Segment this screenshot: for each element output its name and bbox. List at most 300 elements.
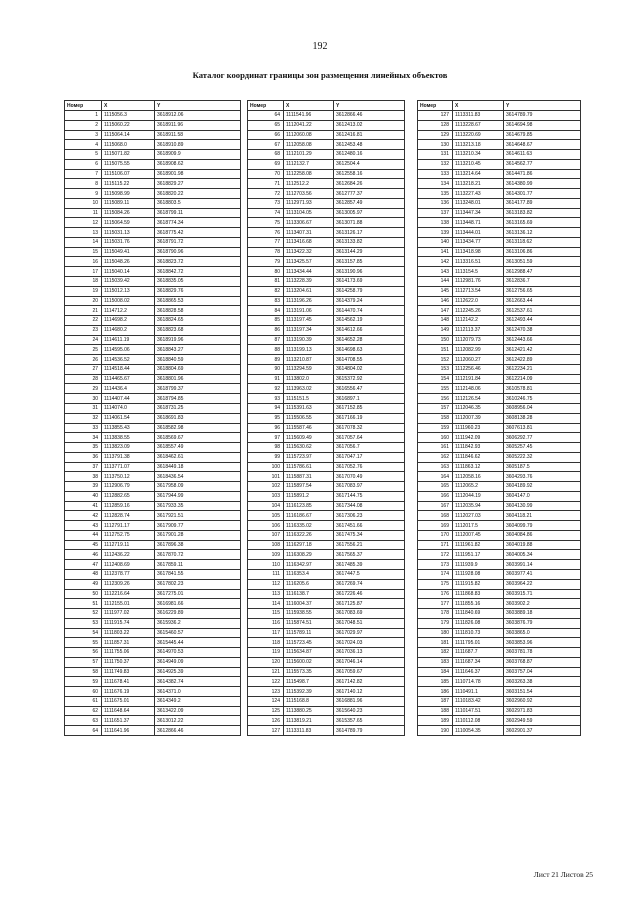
table-row	[418, 228, 581, 238]
table-row	[418, 638, 581, 648]
point-number-cell: 33	[65, 423, 102, 433]
table-row	[248, 208, 405, 218]
table-row	[65, 198, 241, 208]
table-row	[418, 345, 581, 355]
y-coordinate-cell: 3617306.23	[334, 511, 405, 521]
point-number-cell: 31	[65, 403, 102, 413]
x-coordinate-cell: 1115723.97	[284, 452, 334, 462]
point-number-cell: 37	[65, 462, 102, 472]
y-coordinate-cell: 3612493.44	[504, 316, 581, 326]
x-coordinate-cell: 1113190.39	[284, 335, 334, 345]
x-coordinate-cell: 1111676.19	[102, 687, 155, 697]
table-row	[248, 423, 405, 433]
x-coordinate-cell: 1115634.87	[284, 648, 334, 658]
table-row	[65, 521, 241, 531]
table-row	[65, 306, 241, 316]
x-coordinate-cell: 1115064.59	[102, 218, 155, 228]
y-coordinate-cell: 3617083.69	[334, 609, 405, 619]
point-number-cell: 103	[248, 491, 284, 501]
point-number-cell: 187	[418, 696, 453, 706]
point-number-cell: 153	[418, 364, 453, 374]
x-coordinate-cell: 1111826.08	[453, 618, 504, 628]
table-row	[248, 335, 405, 345]
table-row	[418, 384, 581, 394]
point-number-cell: 61	[65, 696, 102, 706]
table-row	[65, 257, 241, 267]
y-coordinate-cell: 3612684.26	[334, 179, 405, 189]
table-row	[65, 374, 241, 384]
x-coordinate-cell: 1112041.22	[284, 120, 334, 130]
table-row	[418, 433, 581, 443]
point-number-cell: 70	[248, 169, 284, 179]
table-row	[65, 120, 241, 130]
point-number-cell: 108	[248, 540, 284, 550]
table-row	[65, 394, 241, 404]
y-coordinate-cell: 3617048.51	[334, 618, 405, 628]
y-coordinate-cell: 3603865.0	[504, 628, 581, 638]
y-coordinate-cell: 3617047.17	[334, 452, 405, 462]
x-coordinate-cell: 1113228.39	[284, 277, 334, 287]
x-coordinate-cell: 1111750.37	[102, 657, 155, 667]
table-row	[65, 384, 241, 394]
x-coordinate-cell: 1112713.54	[453, 286, 504, 296]
x-coordinate-cell: 1115048.26	[102, 257, 155, 267]
y-coordinate-cell: 3612558.16	[334, 169, 405, 179]
x-coordinate-cell: 1113838.55	[102, 433, 155, 443]
table-row	[248, 374, 405, 384]
y-coordinate-cell: 3618794.85	[155, 394, 241, 404]
point-number-cell: 80	[248, 267, 284, 277]
table-row	[248, 618, 405, 628]
point-number-cell: 148	[418, 316, 453, 326]
y-coordinate-cell: 3602971.83	[504, 706, 581, 716]
y-coordinate-cell: 3603853.96	[504, 638, 581, 648]
table-row	[248, 521, 405, 531]
table-row	[418, 413, 581, 423]
x-coordinate-cell: 1112245.26	[453, 306, 504, 316]
point-number-cell: 150	[418, 335, 453, 345]
y-coordinate-cell: 3616556.47	[334, 384, 405, 394]
y-coordinate-cell: 3604019.88	[504, 540, 581, 550]
y-coordinate-cell: 3614925.39	[155, 667, 241, 677]
x-coordinate-cell: 1113434.77	[453, 237, 504, 247]
table-row	[65, 403, 241, 413]
x-coordinate-cell: 1111961.82	[453, 540, 504, 550]
table-row	[418, 609, 581, 619]
table-row	[248, 443, 405, 453]
table-row	[248, 648, 405, 658]
y-coordinate-cell: 3618569.67	[155, 433, 241, 443]
table-row	[418, 657, 581, 667]
x-coordinate-cell: 1112719.11	[102, 540, 155, 550]
table-row	[248, 589, 405, 599]
y-coordinate-cell: 3603915.71	[504, 589, 581, 599]
point-number-cell: 123	[248, 687, 284, 697]
point-number-cell: 184	[418, 667, 453, 677]
y-coordinate-cell: 3617451.66	[334, 521, 405, 531]
y-coordinate-cell: 3612756.65	[504, 286, 581, 296]
y-coordinate-cell: 3614612.66	[334, 325, 405, 335]
table-row	[65, 208, 241, 218]
y-coordinate-cell: 3617944.99	[155, 491, 241, 501]
point-number-cell: 177	[418, 599, 453, 609]
y-coordinate-cell: 3617802.23	[155, 579, 241, 589]
point-number-cell: 125	[248, 706, 284, 716]
x-coordinate-cell: 1113214.64	[453, 169, 504, 179]
table-row	[65, 189, 241, 199]
table-row	[418, 130, 581, 140]
y-coordinate-cell: 3617958.09	[155, 482, 241, 492]
y-coordinate-cell: 3614679.85	[504, 130, 581, 140]
point-number-cell: 90	[248, 364, 284, 374]
y-coordinate-cell: 3617870.72	[155, 550, 241, 560]
table-row	[418, 267, 581, 277]
x-coordinate-cell: 1113416.68	[284, 237, 334, 247]
x-coordinate-cell: 1113750.12	[102, 472, 155, 482]
table-row	[418, 472, 581, 482]
y-coordinate-cell: 3618774.34	[155, 218, 241, 228]
table-row	[418, 286, 581, 296]
y-coordinate-cell: 3618835.05	[155, 277, 241, 287]
point-number-cell: 161	[418, 443, 453, 453]
x-coordinate-cell: 1115891.2	[284, 491, 334, 501]
y-coordinate-cell: 3618557.49	[155, 443, 241, 453]
x-coordinate-cell: 1112155.01	[102, 599, 155, 609]
point-number-cell: 164	[418, 472, 453, 482]
y-coordinate-cell: 3603781.78	[504, 648, 581, 658]
x-coordinate-cell: 1114698.2	[102, 316, 155, 326]
table-row	[418, 618, 581, 628]
y-coordinate-cell: 3618462.61	[155, 452, 241, 462]
x-coordinate-cell: 1112035.94	[453, 501, 504, 511]
x-coordinate-cell: 1111863.12	[453, 462, 504, 472]
table-row	[65, 491, 241, 501]
y-coordinate-cell: 3613136.12	[504, 228, 581, 238]
y-coordinate-cell: 3614789.79	[334, 726, 405, 736]
x-coordinate-cell: 1112142.2	[453, 316, 504, 326]
table-row	[418, 716, 581, 726]
y-coordinate-cell: 3614349.2	[155, 696, 241, 706]
x-coordinate-cell: 1112148.06	[453, 384, 504, 394]
y-coordinate-cell: 3617485.39	[334, 560, 405, 570]
point-number-cell: 29	[65, 384, 102, 394]
x-coordinate-cell: 1116123.85	[284, 501, 334, 511]
x-coordinate-cell: 1113197.34	[284, 325, 334, 335]
x-coordinate-cell: 1112408.69	[102, 560, 155, 570]
point-number-cell: 15	[65, 247, 102, 257]
point-number-cell: 39	[65, 482, 102, 492]
point-number-cell: 107	[248, 530, 284, 540]
x-coordinate-cell: 1111749.83	[102, 667, 155, 677]
point-number-cell: 154	[418, 374, 453, 384]
y-coordinate-cell: 3610246.75	[504, 394, 581, 404]
point-number-cell: 173	[418, 560, 453, 570]
y-coordinate-cell: 3612537.61	[504, 306, 581, 316]
x-coordinate-cell: 1111687.7	[453, 648, 504, 658]
y-coordinate-cell: 3617447.5	[334, 569, 405, 579]
point-number-cell: 134	[418, 179, 453, 189]
point-number-cell: 18	[65, 277, 102, 287]
table-row	[248, 433, 405, 443]
point-number-cell: 106	[248, 521, 284, 531]
point-number-cell: 27	[65, 364, 102, 374]
table-row	[65, 579, 241, 589]
table-row	[418, 462, 581, 472]
y-coordinate-cell: 3613012.22	[155, 716, 241, 726]
y-coordinate-cell: 3617344.08	[334, 501, 405, 511]
x-coordinate-cell: 1113425.57	[284, 257, 334, 267]
table-row	[248, 472, 405, 482]
y-coordinate-cell: 3614694.98	[504, 120, 581, 130]
table-row	[248, 599, 405, 609]
x-coordinate-cell: 1110112.08	[453, 716, 504, 726]
table-row	[418, 316, 581, 326]
point-number-cell: 124	[248, 696, 284, 706]
point-number-cell: 171	[418, 540, 453, 550]
point-number-cell: 143	[418, 267, 453, 277]
y-coordinate-cell: 3603151.54	[504, 687, 581, 697]
x-coordinate-cell: 1114712.2	[102, 306, 155, 316]
y-coordinate-cell: 3613118.62	[504, 237, 581, 247]
table-row	[65, 657, 241, 667]
point-number-cell: 71	[248, 179, 284, 189]
point-number-cell: 166	[418, 491, 453, 501]
table-row	[248, 257, 405, 267]
x-coordinate-cell: 1113418.98	[453, 247, 504, 257]
table-row	[65, 667, 241, 677]
column-header-y: Y	[334, 101, 405, 111]
y-coordinate-cell: 3618820.22	[155, 189, 241, 199]
table-row	[65, 687, 241, 697]
y-coordinate-cell: 3616981.66	[155, 599, 241, 609]
point-number-cell: 94	[248, 403, 284, 413]
table-row	[418, 257, 581, 267]
y-coordinate-cell: 3617896.38	[155, 540, 241, 550]
x-coordinate-cell: 1116297.18	[284, 540, 334, 550]
table-row	[65, 355, 241, 365]
point-number-cell: 126	[248, 716, 284, 726]
table-row	[418, 696, 581, 706]
table-row	[248, 560, 405, 570]
x-coordinate-cell: 1111960.23	[453, 423, 504, 433]
x-coordinate-cell: 1113210.87	[284, 355, 334, 365]
x-coordinate-cell: 1111939.9	[453, 560, 504, 570]
y-coordinate-cell: 3612988.47	[504, 267, 581, 277]
point-number-cell: 35	[65, 443, 102, 453]
y-coordinate-cell: 3607613.81	[504, 423, 581, 433]
x-coordinate-cell: 1115040.14	[102, 267, 155, 277]
point-number-cell: 91	[248, 374, 284, 384]
point-number-cell: 95	[248, 413, 284, 423]
point-number-cell: 175	[418, 579, 453, 589]
y-coordinate-cell: 3602901.37	[504, 726, 581, 736]
y-coordinate-cell: 3614562.77	[504, 159, 581, 169]
table-row	[248, 189, 405, 199]
x-coordinate-cell: 1114595.06	[102, 345, 155, 355]
x-coordinate-cell: 1111842.93	[453, 443, 504, 453]
point-number-cell: 3	[65, 130, 102, 140]
y-coordinate-cell: 3618909.9	[155, 150, 241, 160]
column-header-number: Номер	[418, 101, 453, 111]
point-number-cell: 6	[65, 159, 102, 169]
y-coordinate-cell: 3615936.2	[155, 618, 241, 628]
x-coordinate-cell: 1115031.76	[102, 237, 155, 247]
y-coordinate-cell: 3603889.18	[504, 609, 581, 619]
x-coordinate-cell: 1113963.02	[284, 384, 334, 394]
table-row	[248, 237, 405, 247]
point-number-cell: 119	[248, 648, 284, 658]
point-number-cell: 110	[248, 560, 284, 570]
y-coordinate-cell: 3618910.89	[155, 140, 241, 150]
y-coordinate-cell: 3614648.67	[504, 140, 581, 150]
y-coordinate-cell: 3614177.89	[504, 198, 581, 208]
table-row	[248, 657, 405, 667]
point-number-cell: 127	[418, 111, 453, 121]
y-coordinate-cell: 3618799.11	[155, 208, 241, 218]
x-coordinate-cell: 1114680.2	[102, 325, 155, 335]
column-header-x: X	[284, 101, 334, 111]
y-coordinate-cell: 3617933.35	[155, 501, 241, 511]
y-coordinate-cell: 3618840.59	[155, 355, 241, 365]
point-number-cell: 55	[65, 638, 102, 648]
x-coordinate-cell: 1112132.7	[284, 159, 334, 169]
table-row	[65, 179, 241, 189]
y-coordinate-cell: 3608138.28	[504, 413, 581, 423]
table-row	[65, 267, 241, 277]
point-number-cell: 145	[418, 286, 453, 296]
y-coordinate-cell: 3608956.04	[504, 403, 581, 413]
point-number-cell: 169	[418, 521, 453, 531]
table-row	[418, 374, 581, 384]
x-coordinate-cell: 1114518.44	[102, 364, 155, 374]
x-coordinate-cell: 1115049.41	[102, 247, 155, 257]
x-coordinate-cell: 1111928.08	[453, 569, 504, 579]
x-coordinate-cell: 1113213.18	[453, 140, 504, 150]
table-row	[418, 667, 581, 677]
point-number-cell: 147	[418, 306, 453, 316]
column-header-number: Номер	[248, 101, 284, 111]
table-row	[418, 169, 581, 179]
point-number-cell: 131	[418, 150, 453, 160]
point-number-cell: 28	[65, 374, 102, 384]
point-number-cell: 149	[418, 325, 453, 335]
point-number-cell: 21	[65, 306, 102, 316]
column-header-y: Y	[155, 101, 241, 111]
y-coordinate-cell: 3618804.69	[155, 364, 241, 374]
point-number-cell: 132	[418, 159, 453, 169]
y-coordinate-cell: 3618790.96	[155, 247, 241, 257]
point-number-cell: 19	[65, 286, 102, 296]
y-coordinate-cell: 3614380.99	[504, 179, 581, 189]
x-coordinate-cell: 1115056.3	[102, 111, 155, 121]
x-coordinate-cell: 1112981.76	[453, 277, 504, 287]
point-number-cell: 97	[248, 433, 284, 443]
x-coordinate-cell: 1110714.78	[453, 677, 504, 687]
point-number-cell: 112	[248, 579, 284, 589]
point-number-cell: 93	[248, 394, 284, 404]
table-row	[248, 120, 405, 130]
column-header-x: X	[453, 101, 504, 111]
point-number-cell: 7	[65, 169, 102, 179]
table-row	[65, 677, 241, 687]
table-row	[418, 550, 581, 560]
y-coordinate-cell: 3617275.01	[155, 589, 241, 599]
x-coordinate-cell: 1112378.77	[102, 569, 155, 579]
y-coordinate-cell: 3617059.67	[334, 667, 405, 677]
table-row	[418, 247, 581, 257]
table-row	[65, 413, 241, 423]
point-number-cell: 117	[248, 628, 284, 638]
table-row	[65, 335, 241, 345]
x-coordinate-cell: 1113210.34	[453, 150, 504, 160]
table-row	[418, 530, 581, 540]
point-number-cell: 85	[248, 316, 284, 326]
y-coordinate-cell: 3618582.98	[155, 423, 241, 433]
table-row	[418, 589, 581, 599]
y-coordinate-cell: 3617475.34	[334, 530, 405, 540]
table-row	[65, 150, 241, 160]
point-number-cell: 43	[65, 521, 102, 531]
y-coordinate-cell: 3617152.85	[334, 403, 405, 413]
x-coordinate-cell: 1112971.93	[284, 198, 334, 208]
point-number-cell: 87	[248, 335, 284, 345]
y-coordinate-cell: 3614470.74	[334, 306, 405, 316]
point-number-cell: 157	[418, 403, 453, 413]
x-coordinate-cell: 1116353.4	[284, 569, 334, 579]
y-coordinate-cell: 3603263.38	[504, 677, 581, 687]
table-row	[248, 413, 405, 423]
x-coordinate-cell: 1115068.0	[102, 140, 155, 150]
column-header-number: Номер	[65, 101, 102, 111]
table-row	[418, 491, 581, 501]
table-row	[65, 696, 241, 706]
table-row	[418, 540, 581, 550]
table-row	[65, 228, 241, 238]
table-row	[248, 716, 405, 726]
x-coordinate-cell: 1116322.26	[284, 530, 334, 540]
y-coordinate-cell: 3617046.14	[334, 657, 405, 667]
x-coordinate-cell: 1114061.54	[102, 413, 155, 423]
y-coordinate-cell: 3613005.97	[334, 208, 405, 218]
table-row	[248, 677, 405, 687]
x-coordinate-cell: 1113248.01	[453, 198, 504, 208]
table-row	[65, 423, 241, 433]
table-row	[65, 462, 241, 472]
table-row	[418, 208, 581, 218]
x-coordinate-cell: 1113823.09	[102, 443, 155, 453]
y-coordinate-cell: 3618449.18	[155, 462, 241, 472]
point-number-cell: 104	[248, 501, 284, 511]
y-coordinate-cell: 3618865.53	[155, 296, 241, 306]
table-row	[65, 130, 241, 140]
y-coordinate-cell: 3617029.97	[334, 628, 405, 638]
y-coordinate-cell: 3618799.37	[155, 384, 241, 394]
y-coordinate-cell: 3617056.7	[334, 443, 405, 453]
point-number-cell: 89	[248, 355, 284, 365]
y-coordinate-cell: 3615445.44	[155, 638, 241, 648]
point-number-cell: 72	[248, 189, 284, 199]
table-row	[65, 569, 241, 579]
x-coordinate-cell: 1113802.0	[284, 374, 334, 384]
table-row	[418, 394, 581, 404]
point-number-cell: 10	[65, 198, 102, 208]
table-row	[248, 394, 405, 404]
point-number-cell: 2	[65, 120, 102, 130]
y-coordinate-cell: 3603991.14	[504, 560, 581, 570]
table-row	[248, 355, 405, 365]
table-row	[418, 726, 581, 736]
point-number-cell: 118	[248, 638, 284, 648]
